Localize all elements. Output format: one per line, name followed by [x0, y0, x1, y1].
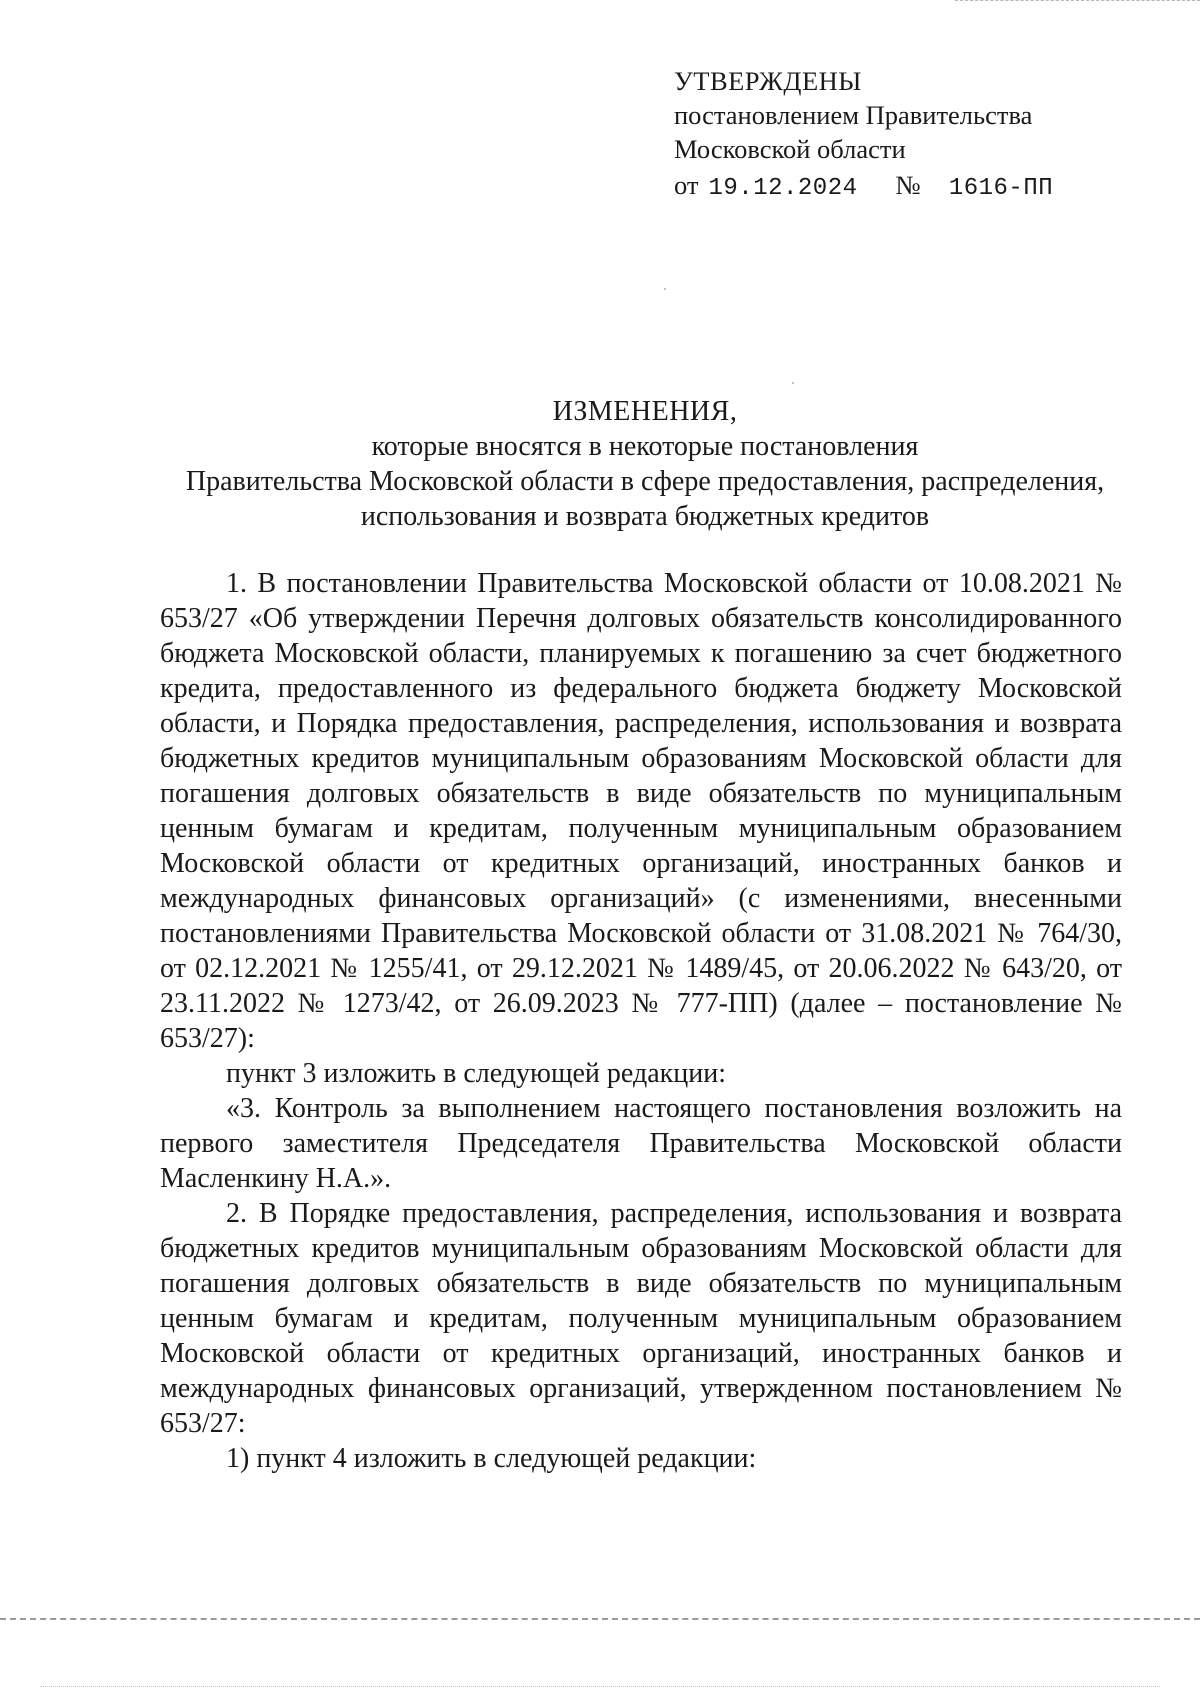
heading-line-3: использования и возврата бюджетных кредитов	[360, 501, 930, 532]
scan-speck	[664, 288, 666, 290]
paragraph-item-1: 1. В постановлении Правительства Московской области от 10.08.2021 № 653/27 «Об утверждении Перечня долговых обязательств консолидированного бюджета Московской области, планируемых к погашению за счет бюджетного кредита, предоставленного из федерального бюджета бюджету Московской области, и Порядка предоставления, распределения, использования и возврата бюджетных кредитов муниципальным образованиям Московской области для погашения долговых обязательств в виде обязательств по муниципальным ценным бумагам и кредитам, полученным муниципальным образованием Московской области от кредитных организаций, иностранных банков и международных финансовых организаций» (с изменениями, внесенными постановлениями Правительства Московской области от 31.08.2021 № 764/30, от 02.12.2021 № 1255/41, от 29.12.2021 № 1489/45, от 20.06.2022 № 643/20, от 23.11.2022 № 1273/42, от 26.09.2023 № 777-ПП) (далее – постановление № 653/27):	[160, 568, 1122, 1054]
approval-date-prefix: от	[674, 170, 699, 200]
document-heading	[160, 394, 1130, 534]
paragraph-instruction: пункт 3 изложить в следующей редакции:	[226, 1058, 726, 1089]
paragraph-subitem-1: 1) пункт 4 изложить в следующей редакции:	[226, 1443, 757, 1474]
heading-title: ИЗМЕНЕНИЯ,	[552, 396, 738, 427]
approval-number: 1616-ПП	[948, 175, 1054, 202]
scan-edge-top	[955, 0, 1200, 3]
paragraph-item-2: 2. В Порядке предоставления, распределения, использования и возврата бюджетных кредитов муниципальным образованиям Московской области для погашения долговых обязательств в виде обязательств по муниципальным ценным бумагам и кредитам, полученным муниципальным образованием Московской области от кредитных организаций, иностранных банков и международных финансовых организаций, утвержденном постановлением № 653/27:	[160, 1198, 1122, 1439]
heading-line-1: которые вносятся в некоторые постановления	[371, 431, 919, 462]
scan-edge-bottom	[0, 1618, 1200, 1623]
approval-date: 19.12.2024	[708, 175, 858, 202]
approval-number-sign: №	[895, 170, 921, 200]
approval-line-1: постановлением Правительства	[674, 100, 1033, 130]
scan-speck	[792, 382, 794, 384]
approval-date-row	[674, 168, 1053, 206]
heading-line-2: Правительства Московской области в сфере предоставления, распределения,	[185, 466, 1105, 497]
approval-title: УТВЕРЖДЕНЫ	[674, 66, 862, 96]
approval-line-2: Московской области	[674, 134, 906, 164]
scan-edge-bottom-faint	[40, 1686, 1160, 1689]
approval-stamp-block	[674, 64, 1053, 206]
paragraph-quote: «3. Контроль за выполнением настоящего постановления возложить на первого заместителя Председателя Правительства Московской области Масленкину Н.А.».	[160, 1093, 1122, 1194]
document-body	[160, 566, 1122, 1476]
